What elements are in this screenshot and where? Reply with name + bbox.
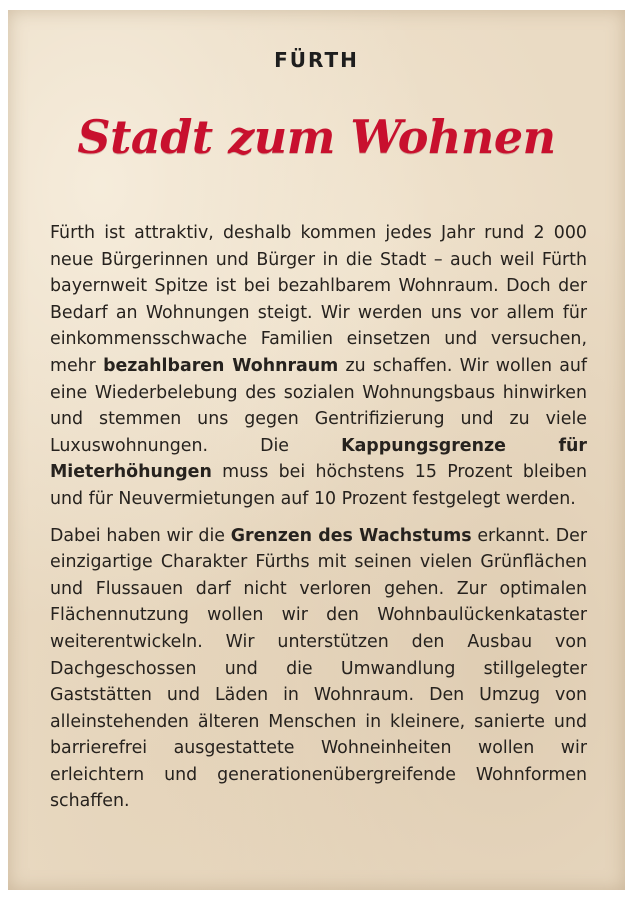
paragraph-1-text-1: Fürth ist attraktiv, deshalb kommen jedes Jahr rund 2 000 neue Bürgerinnen und Bürger in die Stadt – auch weil Fürth bayernweit Spitze ist bei bezahlbarem Wohnraum. Doch der Bedarf an Wohnungen steigt. Wir werden uns vor allem für einkommensschwache Familien einsetzen und versuchen, mehr [50, 223, 587, 376]
paragraph-1-text-3: muss bei höchstens 15 Prozent bleiben und für Neuvermietungen auf 10 Prozent festgelegt werden. [50, 462, 587, 509]
paragraph-1 [50, 220, 587, 513]
paragraph-2-text-2: erkannt. Der einzigartige Charakter Fürths mit seinen vielen Grünflächen und Flussauen darf nicht verloren gehen. Zur optimalen Flächennutzung wollen wir den Wohnbaulückenkataster weiterentwickeln. Wir unterstützen den Ausbau von Dachgeschossen und die Umwandlung stillgelegter Gaststätten und Läden in Wohnraum. Den Umzug von alleinstehenden älteren Menschen in kleinere, sanierte und barrierefrei ausgestattete Wohneinheiten wollen wir erleichtern und generationenübergreifende Wohnformen schaffen. [50, 525, 587, 812]
page-title: Stadt zum Wohnen [77, 110, 556, 164]
paragraph-2 [50, 523, 587, 816]
paragraph-1-text-2: zu schaffen. Wir wollen auf eine Wiederbelebung des sozialen Wohnungsbaus hinwirken und stemmen uns gegen Gentrifizierung und zu viele Luxuswohnungen. Die [50, 355, 588, 456]
article-body [50, 220, 587, 825]
paragraph-1-bold-1: bezahlbaren Wohnraum [103, 355, 339, 376]
city-label: FÜRTH [274, 48, 359, 72]
paper-card [8, 10, 625, 890]
paragraph-1-bold-2: Kappungsgrenze für Mieterhöhungen [50, 435, 587, 483]
paragraph-2-text-1: Dabei haben wir die [50, 525, 231, 546]
paragraph-2-bold-1: Grenzen des Wachstums [230, 525, 472, 546]
